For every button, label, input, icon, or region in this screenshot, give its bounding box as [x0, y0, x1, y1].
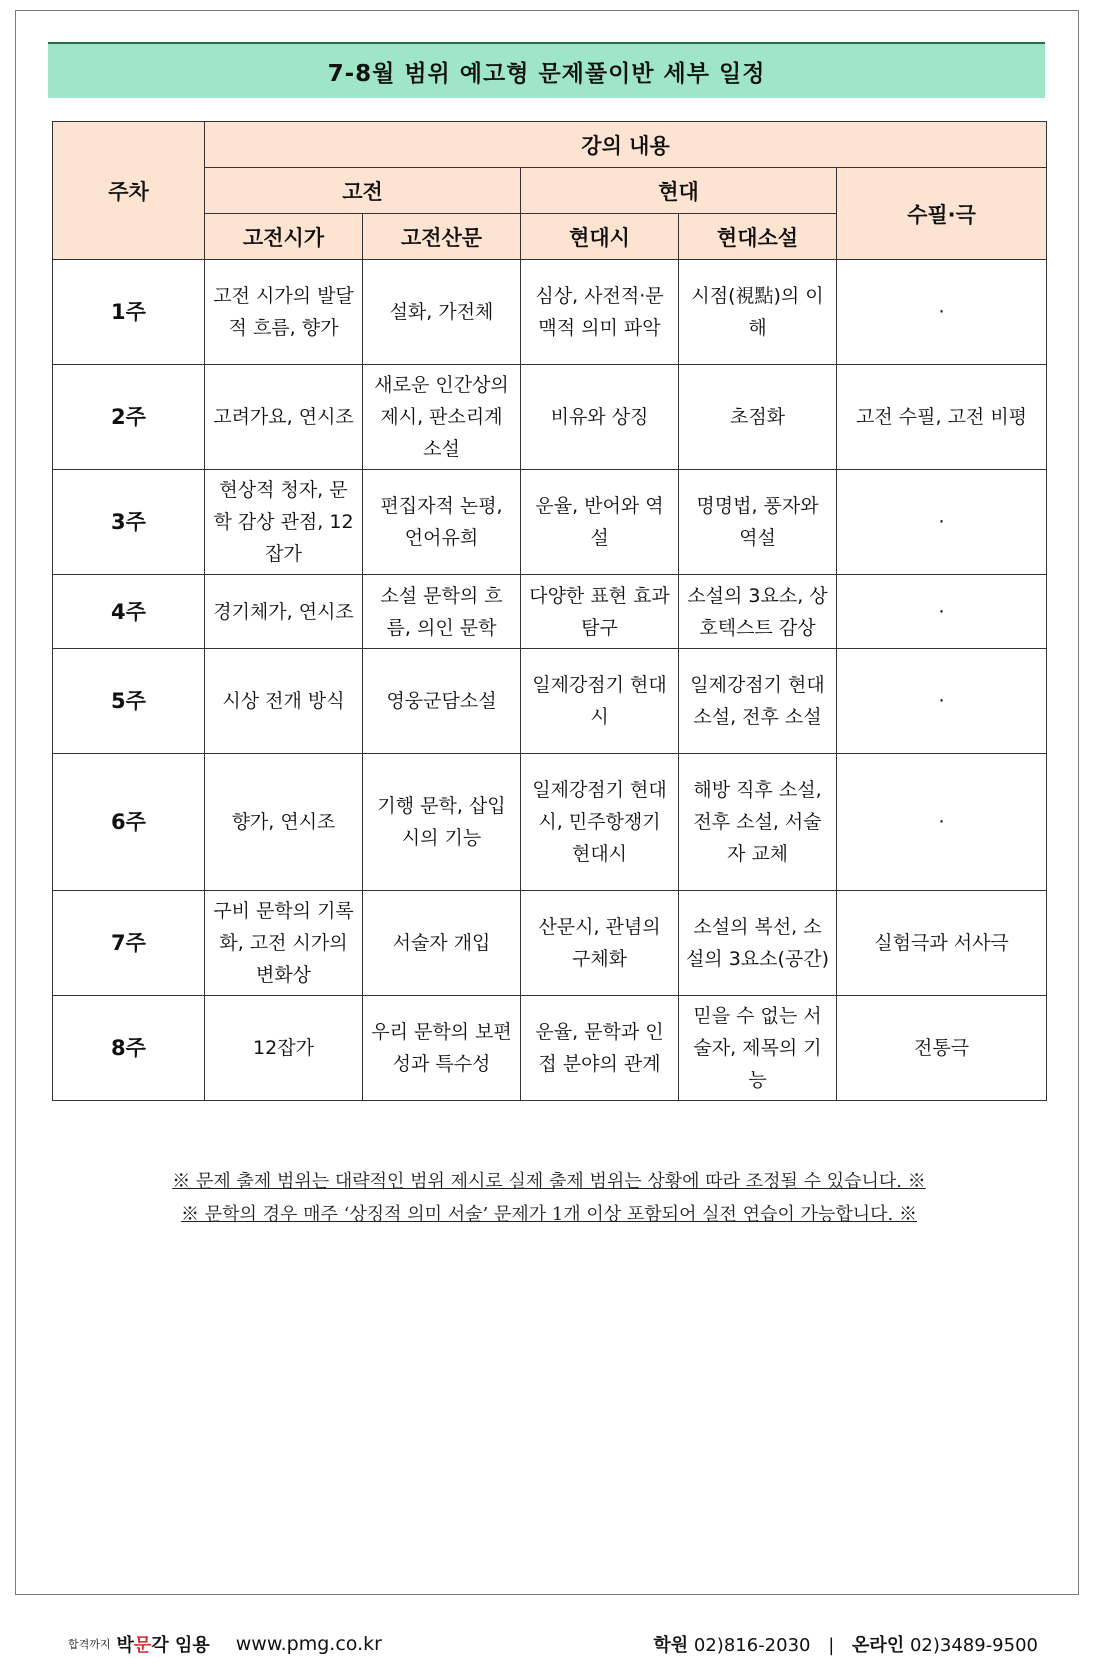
table-cell: 운율, 반어와 역설 — [521, 470, 679, 575]
academy-phone: 02)816-2030 — [693, 1635, 811, 1656]
header-modern: 현대 — [521, 168, 837, 214]
table-cell: 일제강점기 현대소설, 전후 소설 — [679, 649, 837, 754]
table-row — [53, 260, 1047, 365]
table-row — [53, 470, 1047, 575]
table-cell: 소설의 복선, 소설의 3요소(공간) — [679, 891, 837, 996]
table-cell: 비유와 상징 — [521, 365, 679, 470]
table-cell: 소설 문학의 흐름, 의인 문학 — [363, 575, 521, 649]
table-cell: 다양한 표현 효과 탐구 — [521, 575, 679, 649]
table-cell: · — [837, 754, 1047, 891]
table-cell: 일제강점기 현대시 — [521, 649, 679, 754]
online-phone: 02)3489-9500 — [909, 1635, 1038, 1656]
contact-separator: | — [828, 1635, 835, 1656]
table-cell: · — [837, 649, 1047, 754]
schedule-table — [52, 121, 1047, 1101]
table-cell: 기행 문학, 삽입시의 기능 — [363, 754, 521, 891]
week-cell: 6주 — [53, 754, 205, 891]
header-week: 주차 — [53, 122, 205, 260]
week-cell: 1주 — [53, 260, 205, 365]
table-cell: 서술자 개입 — [363, 891, 521, 996]
table-cell: 고려가요, 연시조 — [205, 365, 363, 470]
table-cell: · — [837, 470, 1047, 575]
table-cell: · — [837, 260, 1047, 365]
week-cell: 7주 — [53, 891, 205, 996]
table-cell: · — [837, 575, 1047, 649]
note-line — [52, 1165, 1046, 1198]
header-classical-poetry: 고전시가 — [205, 214, 363, 260]
table-cell: 산문시, 관념의 구체화 — [521, 891, 679, 996]
table-cell: 시점(視點)의 이해 — [679, 260, 837, 365]
table-row — [53, 891, 1047, 996]
table-cell: 편집자적 논평, 언어유희 — [363, 470, 521, 575]
header-classical-prose: 고전산문 — [363, 214, 521, 260]
header-modern-novel: 현대소설 — [679, 214, 837, 260]
brand-logo — [117, 1631, 210, 1657]
table-cell: 12잡가 — [205, 996, 363, 1101]
table-row — [53, 996, 1047, 1101]
table-cell: 설화, 가전체 — [363, 260, 521, 365]
week-cell: 3주 — [53, 470, 205, 575]
online-label: 온라인 — [852, 1635, 905, 1656]
table-cell: 현상적 청자, 문학 감상 관점, 12잡가 — [205, 470, 363, 575]
website-link[interactable]: www.pmg.co.kr — [235, 1633, 382, 1655]
table-cell: 고전 시가의 발달적 흐름, 향가 — [205, 260, 363, 365]
note-text: ※ 문제 출제 범위는 대략적인 범위 제시로 실제 출제 범위는 상황에 따라 조정될 수 있습니다. ※ — [172, 1171, 926, 1192]
notes — [52, 1165, 1046, 1231]
table-cell: 우리 문학의 보편성과 특수성 — [363, 996, 521, 1101]
table-cell: 초점화 — [679, 365, 837, 470]
table-cell: 고전 수필, 고전 비평 — [837, 365, 1047, 470]
header-classical: 고전 — [205, 168, 521, 214]
table-row — [53, 575, 1047, 649]
table-cell: 새로운 인간상의 제시, 판소리계 소설 — [363, 365, 521, 470]
table-cell: 소설의 3요소, 상호텍스트 감상 — [679, 575, 837, 649]
table-cell: 시상 전개 방식 — [205, 649, 363, 754]
table-cell: 향가, 연시조 — [205, 754, 363, 891]
contact-info — [653, 1631, 1038, 1657]
table-row — [53, 754, 1047, 891]
brand-tagline: 합격까지 — [68, 1638, 111, 1651]
week-cell: 2주 — [53, 365, 205, 470]
academy-label: 학원 — [653, 1635, 689, 1656]
header-essay-drama: 수필·극 — [837, 168, 1047, 260]
table-cell: 경기체가, 연시조 — [205, 575, 363, 649]
week-cell: 5주 — [53, 649, 205, 754]
note-line — [52, 1198, 1046, 1231]
table-cell: 믿을 수 없는 서술자, 제목의 기능 — [679, 996, 837, 1101]
table-cell: 해방 직후 소설, 전후 소설, 서술자 교체 — [679, 754, 837, 891]
table-row — [53, 649, 1047, 754]
header-modern-poetry: 현대시 — [521, 214, 679, 260]
week-cell: 4주 — [53, 575, 205, 649]
table-cell: 전통극 — [837, 996, 1047, 1101]
note-text: ※ 문학의 경우 매주 ‘상징적 의미 서술’ 문제가 1개 이상 포함되어 실전 연습이 가능합니다. ※ — [181, 1204, 917, 1225]
table-cell: 영웅군담소설 — [363, 649, 521, 754]
table-cell: 일제강점기 현대시, 민주항쟁기 현대시 — [521, 754, 679, 891]
brand-text-2: 문 — [133, 1635, 152, 1656]
header-content: 강의 내용 — [205, 122, 1047, 168]
brand-text-1: 박 — [116, 1635, 134, 1656]
table-row — [53, 365, 1047, 470]
brand-sub: 임용 — [174, 1635, 210, 1656]
table-cell: 실험극과 서사극 — [837, 891, 1047, 996]
page-title: 7-8월 범위 예고형 문제풀이반 세부 일정 — [48, 42, 1045, 98]
table-cell: 심상, 사전적·문맥적 의미 파악 — [521, 260, 679, 365]
table-cell: 명명법, 풍자와 역설 — [679, 470, 837, 575]
table-cell: 구비 문학의 기록화, 고전 시가의 변화상 — [205, 891, 363, 996]
brand-text-3: 각 — [151, 1635, 169, 1656]
week-cell: 8주 — [53, 996, 205, 1101]
table-cell: 운율, 문학과 인접 분야의 관계 — [521, 996, 679, 1101]
